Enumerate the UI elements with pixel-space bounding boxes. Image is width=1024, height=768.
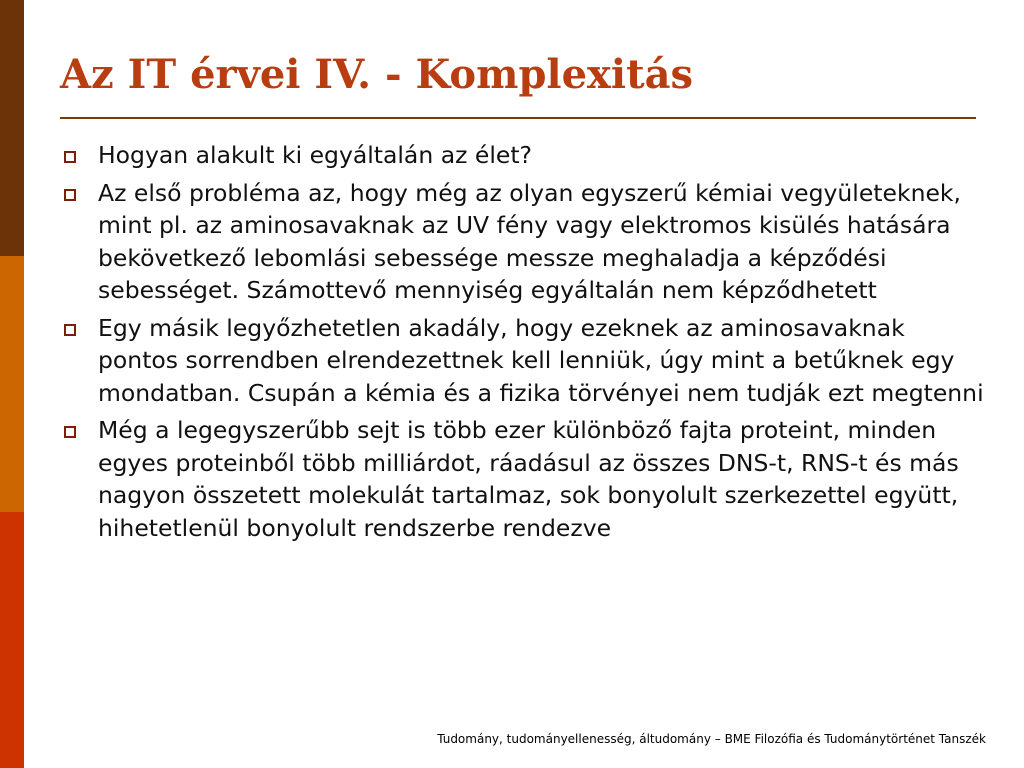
bullet-list [60, 139, 990, 549]
square-bullet-icon [64, 151, 76, 163]
slide-title: Az IT érvei IV. - Komplexitás [60, 51, 694, 98]
bullet-item [60, 414, 990, 544]
bullet-text: Még a legegyszerűbb sejt is több ezer különböző fajta proteint, minden egyes proteinből több milliárdot, ráadásul az összes DNS-t, RNS-t és más nagyon összetett molekulát tartalmaz, sok bonyolult szerkezettel együtt, hihetetlenül bonyolult rendszerbe rendezve [98, 416, 959, 542]
side-bar-top [0, 0, 24, 256]
bullet-item [60, 312, 990, 410]
square-bullet-icon [64, 324, 76, 336]
bullet-item [60, 139, 990, 172]
side-bar-middle [0, 256, 24, 512]
square-bullet-icon [64, 189, 76, 201]
title-divider [60, 117, 976, 119]
square-bullet-icon [64, 426, 76, 438]
bullet-text: Hogyan alakult ki egyáltalán az élet? [98, 141, 533, 169]
side-bar-bottom [0, 512, 24, 768]
bullet-item [60, 177, 990, 307]
bullet-text: Egy másik legyőzhetetlen akadály, hogy ezeknek az aminosavaknak pontos sorrendben elrendezettnek kell lenniük, úgy mint a betűknek egy mondatban. Csupán a kémia és a fizika törvényei nem tudják ezt megtenni [98, 313, 984, 407]
bullet-text: Az első probléma az, hogy még az olyan egyszerű kémiai vegyületeknek, mint pl. az aminosavaknak az UV fény vagy elektromos kisülés hatására bekövetkező lebomlási sebessége messze meghaladja a képződési sebességet. Számottevő mennyiség egyáltalán nem képződhetett [98, 178, 962, 304]
slide-footer: Tudomány, tudományellenesség, áltudomány – BME Filozófia és Tudománytörténet Tanszék [437, 732, 986, 746]
